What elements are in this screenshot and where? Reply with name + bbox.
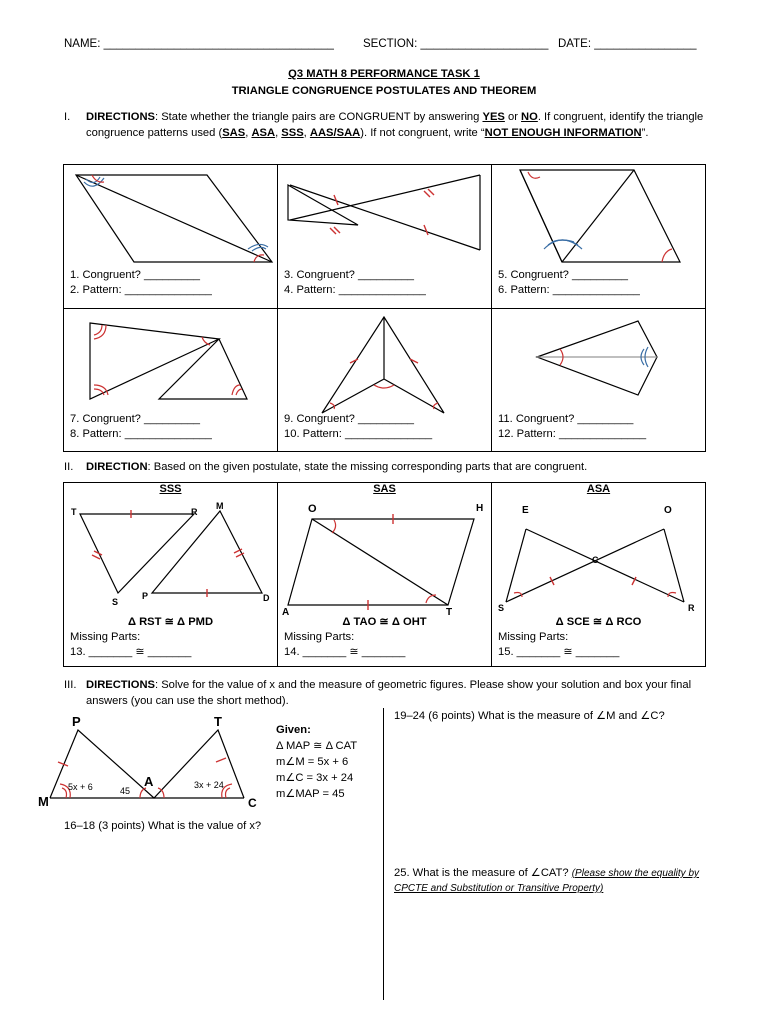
q3-congruent[interactable]: 3. Congruent? _________ xyxy=(284,269,415,281)
section-field[interactable]: SECTION: ____________________ xyxy=(363,38,549,50)
part2-number: II. xyxy=(64,461,74,473)
asa-missing-label: Missing Parts: xyxy=(498,631,569,643)
q12-pattern[interactable]: 12. Pattern: ______________ xyxy=(498,428,647,440)
q15-answer[interactable]: 15. _______ ≅ _______ xyxy=(498,646,620,658)
part1-number: I. xyxy=(64,111,71,123)
sas-cell xyxy=(278,483,492,667)
yes-word: YES xyxy=(482,111,505,123)
pattern-aas: AAS/SAA xyxy=(309,127,361,139)
label-R: R xyxy=(191,507,198,517)
label-A3: A xyxy=(144,774,154,789)
question-16: 16–18 (3 points) What is the value of x? xyxy=(64,820,262,832)
given-2: m∠M = 5x + 6 xyxy=(276,756,349,768)
given-title: Given: xyxy=(276,724,311,736)
label-A: A xyxy=(282,607,290,618)
part2-text: : Based on the given postulate, state the missing corresponding parts that are congruent. xyxy=(147,461,588,473)
cell-6 xyxy=(492,309,706,452)
sas-figure xyxy=(278,497,491,622)
label-H: H xyxy=(476,503,484,514)
q13-answer[interactable]: 13. _______ ≅ _______ xyxy=(70,646,192,658)
asa-heading: ASA xyxy=(586,483,611,495)
map-cat-figure xyxy=(34,712,270,812)
pattern-asa: ASA xyxy=(251,127,276,139)
cell-1 xyxy=(64,165,278,309)
asa-statement: Δ SCE ≅ Δ RCO xyxy=(555,616,642,628)
question-19: 19–24 (6 points) What is the measure of ∠M and ∠C? xyxy=(394,710,665,722)
q5-congruent[interactable]: 5. Congruent? _________ xyxy=(498,269,629,281)
given-3: m∠C = 3x + 24 xyxy=(276,772,354,784)
q8-pattern[interactable]: 8. Pattern: ______________ xyxy=(70,428,212,440)
part1-text-a: : State whether the triangle pairs are CONGRUENT by answering xyxy=(155,111,483,123)
q2-pattern[interactable]: 2. Pattern: ______________ xyxy=(70,284,212,296)
question-25 xyxy=(394,866,714,896)
label-C: C xyxy=(592,555,599,565)
label-E: E xyxy=(522,505,529,516)
sss-missing-label: Missing Parts: xyxy=(70,631,141,643)
q6-pattern[interactable]: 6. Pattern: ______________ xyxy=(498,284,640,296)
sas-missing-label: Missing Parts: xyxy=(284,631,355,643)
q1-congruent[interactable]: 1. Congruent? _________ xyxy=(70,269,201,281)
part1-text-b: . If congruent, identify the triangle congruence patterns used ( xyxy=(86,111,704,139)
question-25-note: (Please show the equality by CPCTE and Substitution or Transitive Property) xyxy=(394,868,700,894)
task-title: Q3 MATH 8 PERFORMANCE TASK 1 xyxy=(288,68,480,80)
angle-a-value: 45 xyxy=(120,786,131,796)
given-block xyxy=(276,722,357,802)
name-field[interactable]: NAME: ____________________________________ xyxy=(64,38,334,50)
part2-lead: DIRECTION xyxy=(86,461,148,473)
sss-heading: SSS xyxy=(159,483,182,495)
part2-grid xyxy=(63,482,706,667)
label-T2: T xyxy=(446,607,453,618)
label-R2: R xyxy=(688,603,695,613)
part3-lead: DIRECTIONS xyxy=(86,679,155,691)
sss-cell xyxy=(64,483,278,667)
label-C3: C xyxy=(248,796,257,810)
part1-text-d: ”. xyxy=(641,127,649,139)
angle-m-expr: 5x + 6 xyxy=(68,782,93,792)
asa-cell xyxy=(492,483,706,667)
label-P: P xyxy=(142,591,149,601)
answer-divider xyxy=(383,708,384,1000)
q14-answer[interactable]: 14. _______ ≅ _______ xyxy=(284,646,406,658)
q11-congruent[interactable]: 11. Congruent? _________ xyxy=(498,413,634,425)
q9-congruent[interactable]: 9. Congruent? _________ xyxy=(284,413,415,425)
cell-3 xyxy=(492,165,706,309)
not-enough-info: NOT ENOUGH INFORMATION xyxy=(484,127,642,139)
sas-heading: SAS xyxy=(373,483,396,495)
label-T3: T xyxy=(214,714,222,729)
label-O: O xyxy=(308,503,317,515)
pattern-sas: SAS xyxy=(222,127,246,139)
or-word: or xyxy=(504,111,522,123)
part3-number: III. xyxy=(64,679,77,691)
cell-4 xyxy=(64,309,278,452)
sas-statement: Δ TAO ≅ Δ OHT xyxy=(342,616,427,628)
sss-figure xyxy=(64,497,277,622)
label-D: D xyxy=(263,593,270,603)
part3-text: : Solve for the value of x and the measure of geometric figures. Please show your solution and box your final answers (you can use the short method). xyxy=(86,679,692,707)
given-1: Δ MAP ≅ Δ CAT xyxy=(276,740,358,752)
cell-2 xyxy=(278,165,492,309)
label-P3: P xyxy=(72,714,81,729)
label-S: S xyxy=(112,597,119,607)
label-O2: O xyxy=(664,505,672,516)
part1-lead: DIRECTIONS xyxy=(86,111,155,123)
pattern-sss: SSS xyxy=(281,127,304,139)
question-25-text: 25. What is the measure of ∠CAT? xyxy=(394,867,569,879)
cell-5 xyxy=(278,309,492,452)
date-field[interactable]: DATE: ________________ xyxy=(558,38,697,50)
part1-grid xyxy=(63,164,706,452)
task-subtitle: TRIANGLE CONGRUENCE POSTULATES AND THEOREM xyxy=(231,85,537,97)
angle-c-expr: 3x + 24 xyxy=(194,780,224,790)
q10-pattern[interactable]: 10. Pattern: ______________ xyxy=(284,428,433,440)
part1-text-c: ). If not congruent, write “ xyxy=(360,127,485,139)
q4-pattern[interactable]: 4. Pattern: ______________ xyxy=(284,284,426,296)
label-M3: M xyxy=(38,794,49,809)
label-S2: S xyxy=(498,603,505,613)
no-word: NO xyxy=(521,111,538,123)
given-4: m∠MAP = 45 xyxy=(276,788,345,800)
q7-congruent[interactable]: 7. Congruent? _________ xyxy=(70,413,201,425)
part3-figure xyxy=(34,712,270,812)
label-T: T xyxy=(71,507,77,517)
label-M: M xyxy=(216,501,224,511)
sss-statement: Δ RST ≅ Δ PMD xyxy=(127,616,214,628)
